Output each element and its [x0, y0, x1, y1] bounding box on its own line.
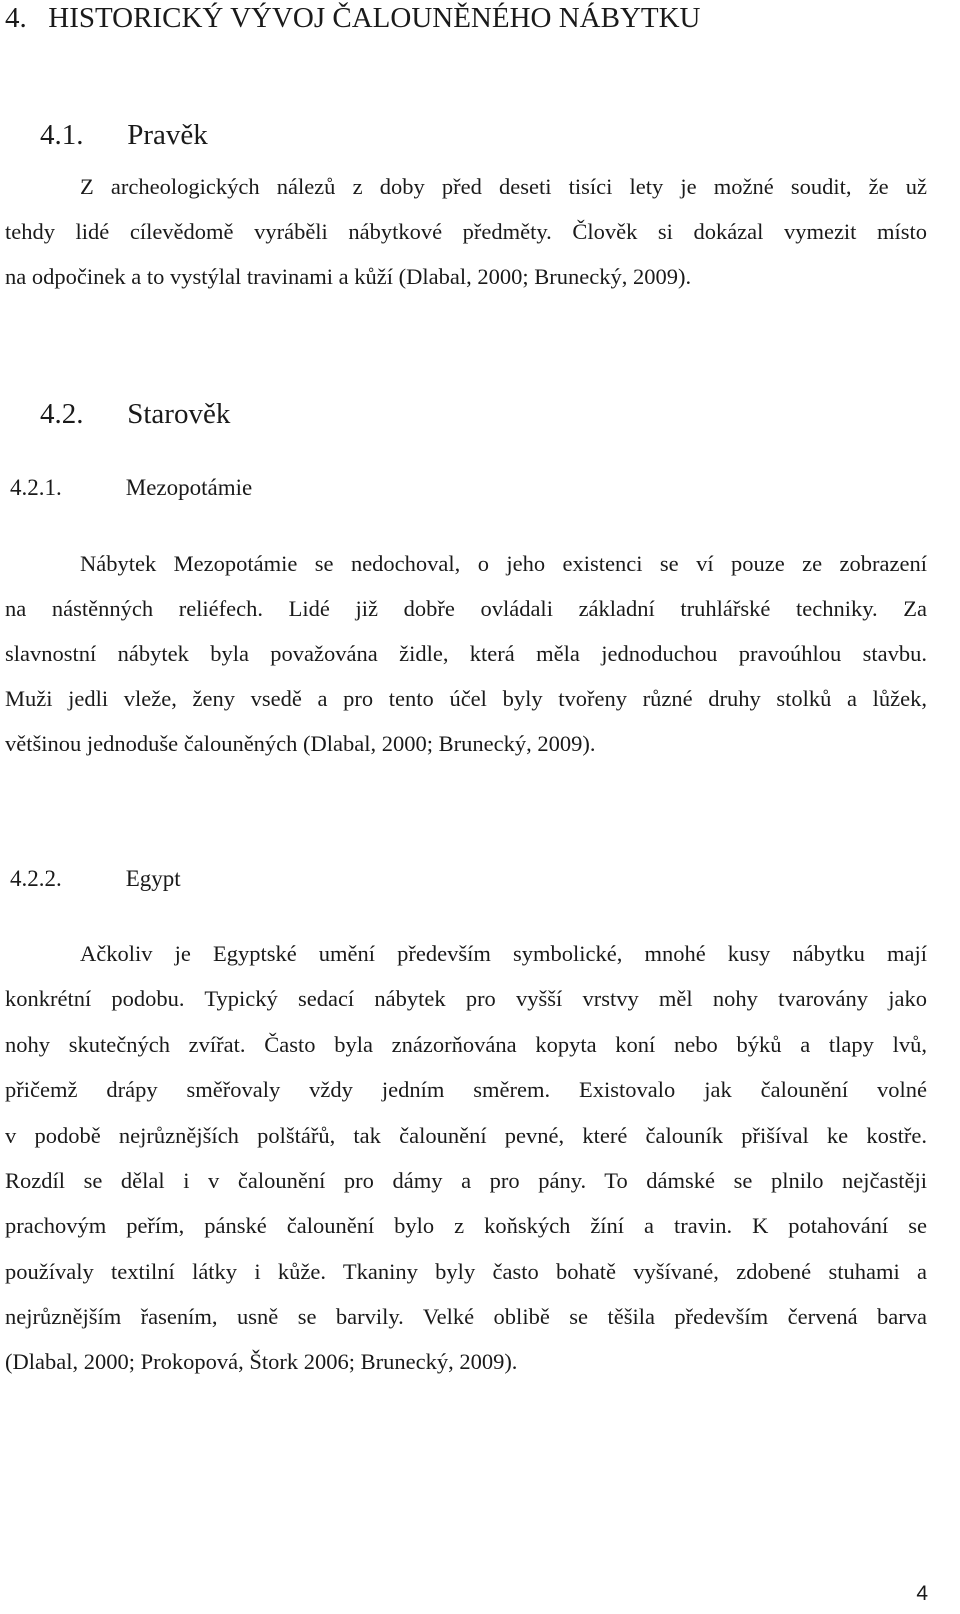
text-line: nejrůznějším řasením, usně se barvily. Velké oblibě se těšila především červená barva	[5, 1304, 927, 1329]
subsection-heading-egypt	[10, 867, 181, 890]
subsection-title: Mezopotámie	[125, 475, 253, 500]
subsection-number: 4.2.2.	[10, 866, 62, 891]
text-line: nohy skutečných zvířat. Často byla znázorňována kopyta koní nebo býků a tlapy lvů,	[5, 1032, 927, 1057]
section-number: 4.1.	[40, 119, 84, 151]
text-line: tehdy lidé cílevědomě vyráběli nábytkové předměty. Člověk si dokázal vymezit místo	[5, 219, 927, 244]
text-line: na nástěnných reliéfech. Lidé již dobře ovládali základní truhlářské techniky. Za	[5, 596, 927, 621]
text-line: v podobě nejrůznějších polštářů, tak čalounění pevné, které čalouník přišíval ke kostře.	[5, 1123, 927, 1148]
chapter-heading	[5, 4, 700, 33]
text-line: Nábytek Mezopotámie se nedochoval, o jeho existenci se ví pouze ze zobrazení	[80, 551, 927, 576]
subsection-title: Egypt	[125, 866, 181, 891]
section-number: 4.2.	[40, 398, 84, 430]
subsection-number: 4.2.1.	[10, 475, 62, 500]
section-title: Pravěk	[127, 119, 208, 151]
chapter-title: HISTORICKÝ VÝVOJ ČALOUNĚNÉHO NÁBYTKU	[48, 2, 701, 34]
text-line: Z archeologických nálezů z doby před deseti tisíci lety je možné soudit, že už	[80, 174, 927, 199]
section-title: Starověk	[127, 398, 231, 430]
text-line: slavnostní nábytek byla považována židle, která měla jednoduchou pravoúhlou stavbu.	[5, 641, 927, 666]
section-heading-antiquity	[40, 400, 230, 429]
text-line: Rozdíl se dělal i v čalounění pro dámy a pro pány. To dámské se plnilo nejčastěji	[5, 1168, 927, 1193]
text-line: prachovým peřím, pánské čalounění bylo z koňských žíní a travin. K potahování se	[5, 1213, 927, 1238]
text-line: konkrétní podobu. Typický sedací nábytek pro vyšší vrstvy měl nohy tvarovány jako	[5, 986, 927, 1011]
text-line: většinou jednoduše čalouněných (Dlabal, 2000; Brunecký, 2009).	[5, 731, 596, 756]
text-line: Ačkoliv je Egyptské umění především symbolické, mnohé kusy nábytku mají	[80, 941, 927, 966]
section-heading-prehistory	[40, 121, 208, 150]
text-line: používaly textilní látky i kůže. Tkaniny byly často bohatě vyšívané, zdobené stuhami a	[5, 1259, 927, 1284]
text-line: přičemž drápy směřovaly vždy jedním směrem. Existovalo jak čalounění volné	[5, 1077, 927, 1102]
text-line: Muži jedli vleže, ženy vsedě a pro tento účel byly tvořeny různé druhy stolků a lůžek,	[5, 686, 927, 711]
chapter-number: 4.	[5, 2, 27, 34]
text-line: (Dlabal, 2000; Prokopová, Štork 2006; Brunecký, 2009).	[5, 1349, 518, 1374]
subsection-heading-mesopotamia	[10, 476, 252, 499]
page-number: 4	[916, 1582, 928, 1605]
text-line: na odpočinek a to vystýlal travinami a kůží (Dlabal, 2000; Brunecký, 2009).	[5, 264, 692, 289]
